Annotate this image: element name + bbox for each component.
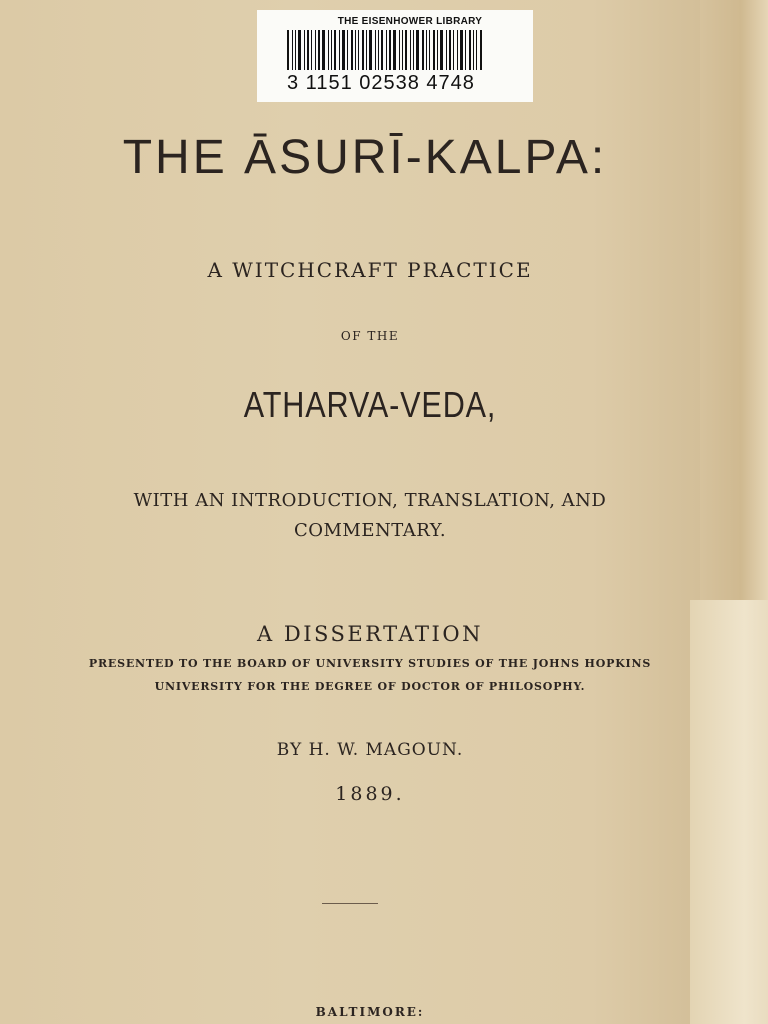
presented-line-1: PRESENTED TO THE BOARD OF UNIVERSITY STUDIES OF THE JOHNS HOPKINS bbox=[88, 657, 652, 670]
barcode-bar bbox=[322, 30, 325, 70]
barcode-bar bbox=[375, 30, 376, 70]
barcode-bar bbox=[358, 30, 359, 70]
barcode-library-name: THE EISENHOWER LIBRARY bbox=[337, 16, 483, 27]
barcode-bar bbox=[410, 30, 411, 70]
barcode-bar bbox=[402, 30, 403, 70]
barcode-bar bbox=[347, 30, 348, 70]
barcode-bar bbox=[342, 30, 345, 70]
barcode-bar bbox=[465, 30, 466, 70]
of-the-line: OF THE bbox=[340, 329, 400, 343]
barcode-bar bbox=[422, 30, 424, 70]
barcode-bar bbox=[399, 30, 400, 70]
barcode-bar bbox=[469, 30, 471, 70]
barcode-bar bbox=[393, 30, 396, 70]
barcode-bar bbox=[355, 30, 356, 70]
author-line: BY H. W. MAGOUN. bbox=[276, 740, 464, 760]
barcode-bar bbox=[295, 30, 296, 70]
divider-rule bbox=[322, 903, 378, 904]
barcode-bar bbox=[413, 30, 414, 70]
barcode-bar bbox=[311, 30, 312, 70]
book-title: THE ĀSURĪ-KALPA: bbox=[122, 131, 608, 184]
intro-line-1: WITH AN INTRODUCTION, TRANSLATION, AND bbox=[133, 490, 607, 511]
barcode-bar bbox=[386, 30, 387, 70]
barcode-bar bbox=[328, 30, 329, 70]
barcode-bar bbox=[331, 30, 332, 70]
barcode-icon bbox=[287, 30, 513, 70]
barcode-bar bbox=[339, 30, 340, 70]
barcode-bar bbox=[426, 30, 427, 70]
barcode-bar bbox=[449, 30, 451, 70]
barcode-bar bbox=[460, 30, 463, 70]
library-barcode-label bbox=[257, 10, 533, 102]
intro-line-2: COMMENTARY. bbox=[293, 520, 447, 541]
barcode-bar bbox=[473, 30, 474, 70]
barcode-bar bbox=[362, 30, 364, 70]
barcode-bar bbox=[378, 30, 379, 70]
barcode-bar bbox=[292, 30, 293, 70]
barcode-bar bbox=[457, 30, 458, 70]
barcode-bar bbox=[369, 30, 372, 70]
barcode-bar bbox=[446, 30, 447, 70]
publication-place: BALTIMORE: bbox=[315, 1005, 425, 1019]
barcode-bar bbox=[351, 30, 353, 70]
barcode-bar bbox=[389, 30, 391, 70]
barcode-bar bbox=[480, 30, 482, 70]
barcode-bar bbox=[440, 30, 443, 70]
barcode-bar bbox=[334, 30, 336, 70]
barcode-bar bbox=[307, 30, 309, 70]
barcode-bar bbox=[476, 30, 477, 70]
barcode-bar bbox=[298, 30, 301, 70]
veda-name: ATHARVA-VEDA, bbox=[243, 384, 497, 425]
barcode-bar bbox=[453, 30, 454, 70]
presented-line-2: UNIVERSITY FOR THE DEGREE OF DOCTOR OF PHILOSOPHY. bbox=[154, 680, 586, 693]
book-subtitle: A WITCHCRAFT PRACTICE bbox=[207, 258, 533, 282]
barcode-bar bbox=[304, 30, 305, 70]
barcode-bar bbox=[381, 30, 383, 70]
barcode-bar bbox=[287, 30, 289, 70]
publication-year: 1889. bbox=[335, 783, 405, 805]
barcode-bar bbox=[437, 30, 438, 70]
barcode-bar bbox=[315, 30, 316, 70]
barcode-number: 3 1151 02538 4748 bbox=[287, 72, 475, 94]
barcode-bar bbox=[366, 30, 367, 70]
barcode-bar bbox=[429, 30, 430, 70]
barcode-bar bbox=[405, 30, 407, 70]
dissertation-heading: A DISSERTATION bbox=[257, 622, 483, 646]
barcode-bar bbox=[433, 30, 435, 70]
barcode-bar bbox=[416, 30, 419, 70]
barcode-bar bbox=[318, 30, 320, 70]
